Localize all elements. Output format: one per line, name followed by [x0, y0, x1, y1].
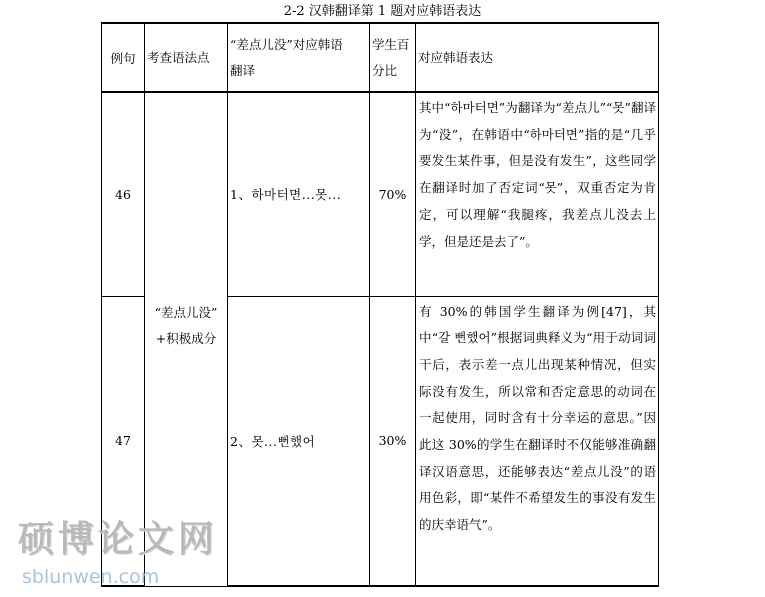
- watermark-url: sblunwen.com: [22, 566, 160, 588]
- header-translation-line1: “差点儿没”对应韩语: [230, 36, 343, 52]
- example-number: 47: [102, 296, 145, 586]
- header-percent: [370, 23, 416, 92]
- translation-table: [101, 22, 659, 587]
- table-row: [102, 92, 659, 296]
- header-expression: 对应韩语表达: [416, 23, 659, 92]
- table-caption: 2-2 汉韩翻译第 1 题对应韩语表达: [283, 4, 482, 19]
- student-percent: 30%: [370, 296, 416, 586]
- student-percent: 70%: [370, 92, 416, 296]
- watermark-logo: 硕博论文网: [18, 519, 219, 560]
- header-translation-line2: 翻译: [230, 62, 256, 78]
- korean-expression: 有 30%的韩国学生翻译为例[47]，其中“갈 뻔했어”根据词典释义为“用于动词词干后，表示差一点儿出现某种情况，但实际没有发生，所以常和否定意思的动词在一起使用，同时含有十分幸运的意思。”因此这 30%的学生在翻译时不仅能够准确翻译汉语意思，还能够表达“差点儿没”的语用色彩，即“某件不希望发生的事没有发生的庆幸语气”。: [416, 296, 659, 586]
- grammar-point-cell: [145, 92, 228, 586]
- header-example: 例句: [102, 23, 145, 92]
- header-percent-line2: 分比: [372, 62, 398, 78]
- grammar-point-line1: “差点儿没”: [154, 305, 218, 320]
- header-row: [102, 23, 659, 92]
- grammar-point-line2: +积极成分: [155, 331, 217, 346]
- example-number: 46: [102, 92, 145, 296]
- korean-translation: 1、하마터면...못...: [228, 92, 370, 296]
- header-grammar: 考查语法点: [145, 23, 228, 92]
- header-percent-line1: 学生百: [372, 36, 410, 52]
- korean-expression: 其中“하마터면”为翻译为“差点儿”“못”翻译为“没”，在韩语中“하마터면”指的是“几乎要发生某件事，但是没有发生”，这些同学在翻译时加了否定词“못”，双重否定为肯定，可以理解“我腿疼，我差点儿没去上学，但是还是去了”。: [416, 92, 659, 296]
- korean-translation: 2、못...뻔했어: [228, 296, 370, 586]
- header-translation: [228, 23, 370, 92]
